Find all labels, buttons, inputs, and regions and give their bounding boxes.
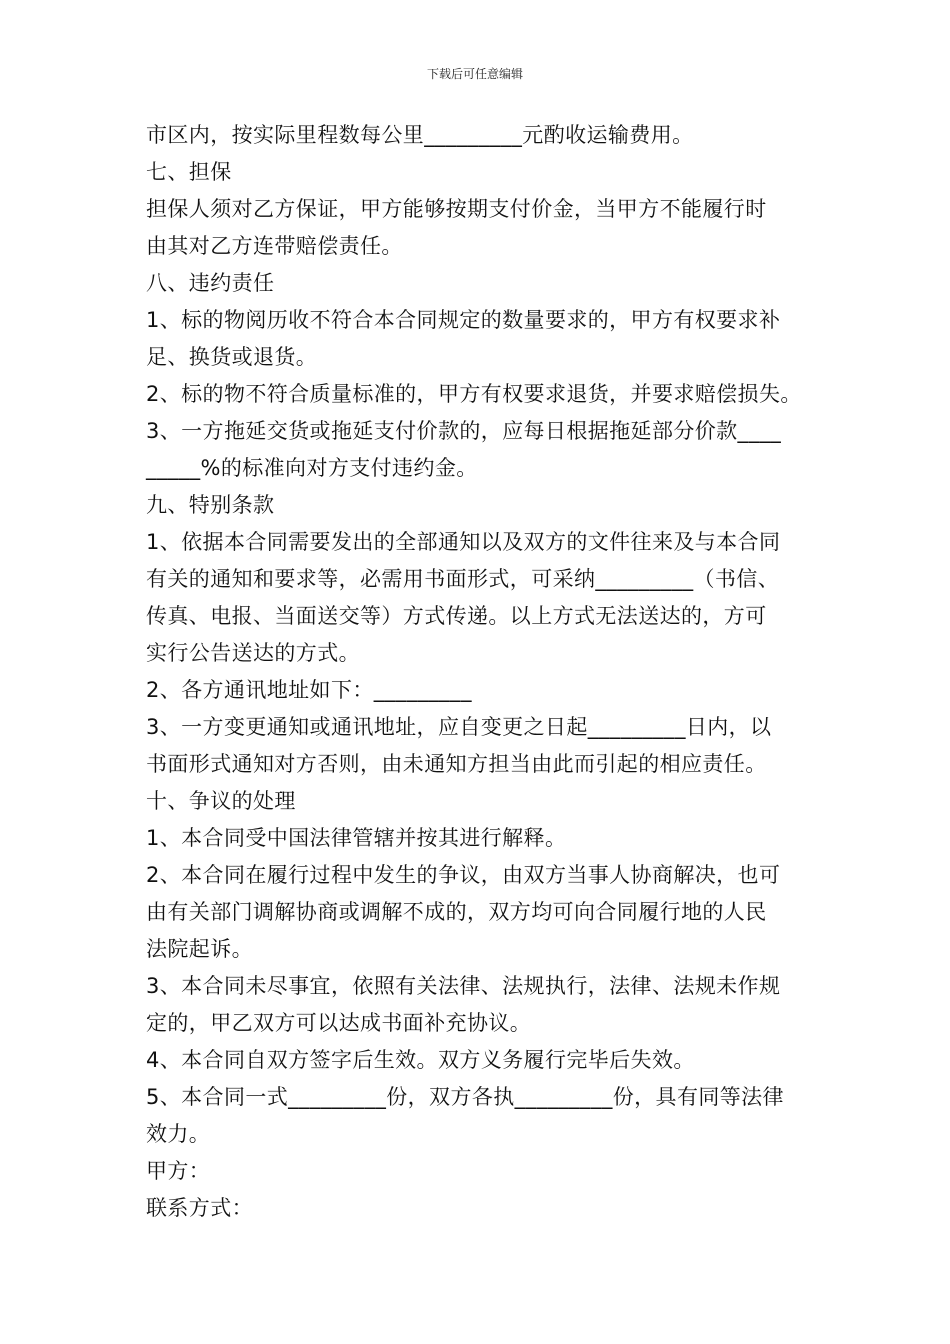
text-line: 定的，甲乙双方可以达成书面补充协议。 <box>146 1011 532 1035</box>
text-line: 5、本合同一式_________份，双方各执_________份，具有同等法律 <box>146 1085 784 1109</box>
section-heading: 八、违约责任 <box>146 271 275 295</box>
section-heading: 九、特别条款 <box>146 493 275 517</box>
document-body <box>146 117 814 1227</box>
text-line: 1、标的物阅历收不符合本合同规定的数量要求的，甲方有权要求补 <box>146 308 781 332</box>
text-line: 3、本合同未尽事宜，依照有关法律、法规执行，法律、法规未作规 <box>146 974 781 998</box>
contact-label: 联系方式： <box>146 1196 253 1220</box>
text-line: 3、一方变更通知或通讯地址，应自变更之日起_________日内，以 <box>146 715 772 739</box>
text-line: 市区内，按实际里程数每公里_________元酌收运输费用。 <box>146 123 694 147</box>
text-line: 法院起诉。 <box>146 937 253 961</box>
text-line: 书面形式通知对方否则，由未通知方担当由此而引起的相应责任。 <box>146 752 767 776</box>
text-line: 1、本合同受中国法律管辖并按其进行解释。 <box>146 826 567 850</box>
text-line: 2、标的物不符合质量标准的，甲方有权要求退货，并要求赔偿损失。 <box>146 382 802 406</box>
text-line: 3、一方拖延交货或拖延支付价款的，应每日根据拖延部分价款____ <box>146 419 782 443</box>
section-heading: 十、争议的处理 <box>146 789 296 813</box>
text-line: 由有关部门调解协商或调解不成的，双方均可向合同履行地的人民 <box>146 900 767 924</box>
text-line: 1、依据本合同需要发出的全部通知以及双方的文件往来及与本合同 <box>146 530 781 554</box>
party-a-label: 甲方： <box>146 1159 211 1183</box>
text-line: 2、各方通讯地址如下：_________ <box>146 678 472 702</box>
text-line: 4、本合同自双方签字后生效。双方义务履行完毕后失效。 <box>146 1048 695 1072</box>
text-line: _____%的标准向对方支付违约金。 <box>146 456 478 480</box>
text-line: 效力。 <box>146 1122 211 1146</box>
page-header: 下载后可任意编辑 <box>426 67 523 81</box>
text-line: 2、本合同在履行过程中发生的争议，由双方当事人协商解决，也可 <box>146 863 781 887</box>
text-line: 由其对乙方连带赔偿责任。 <box>146 234 403 258</box>
text-line: 足、换货或退货。 <box>146 345 318 369</box>
text-line: 实行公告送达的方式。 <box>146 641 360 665</box>
text-line: 担保人须对乙方保证，甲方能够按期支付价金，当甲方不能履行时 <box>146 197 767 221</box>
text-line: 有关的通知和要求等，必需用书面形式，可采纳_________（书信、 <box>146 567 780 591</box>
text-line: 传真、电报、当面送交等）方式传递。以上方式无法送达的，方可 <box>146 604 767 628</box>
section-heading: 七、担保 <box>146 160 232 184</box>
